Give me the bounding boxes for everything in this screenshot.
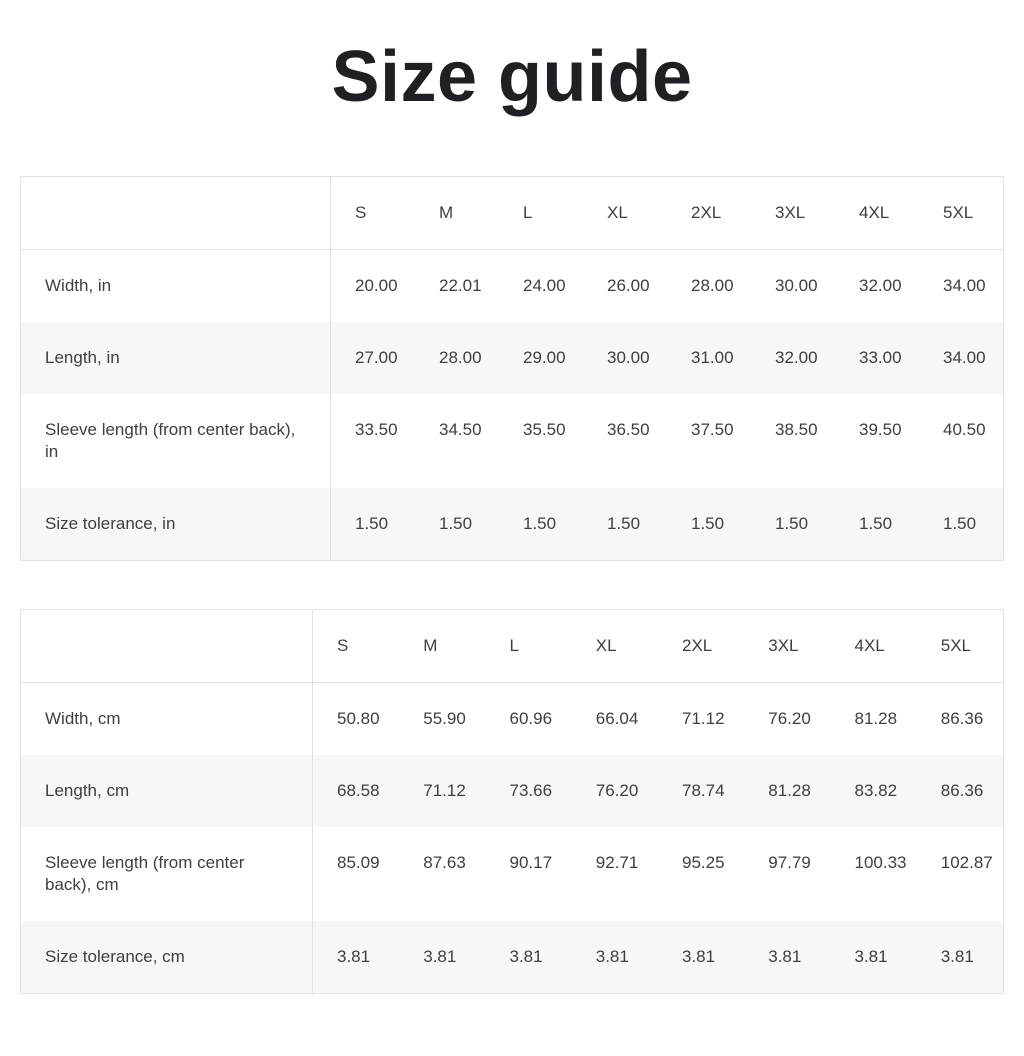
table-row-tolerance-in xyxy=(21,488,1003,560)
cell-value: 78.74 xyxy=(682,781,725,800)
cell-value: 1.50 xyxy=(523,514,557,533)
cell-value: 76.20 xyxy=(768,709,811,728)
column-header-5xl: 5XL xyxy=(917,610,1003,683)
cell-value: 102.87 xyxy=(940,853,993,872)
column-header-3xl: 3XL xyxy=(751,177,835,250)
row-label: Length, in xyxy=(21,322,331,394)
cell-value: 66.04 xyxy=(595,709,639,728)
row-label: Width, cm xyxy=(21,683,313,755)
cell-value: 22.01 xyxy=(439,276,482,295)
column-header-l: L xyxy=(486,610,572,683)
column-header-xl: XL xyxy=(572,610,658,683)
cell-value: 60.96 xyxy=(509,709,553,728)
cell-value: 39.50 xyxy=(859,420,902,439)
column-header-2xl: 2XL xyxy=(658,610,744,683)
cell-value: 28.00 xyxy=(439,348,482,367)
cell-value: 3.81 xyxy=(423,947,457,966)
cell-value: 24.00 xyxy=(523,276,566,295)
tables-container xyxy=(20,176,1004,994)
table-row-width-cm xyxy=(21,683,1003,755)
cell-value: 3.81 xyxy=(768,947,802,966)
cell-value: 1.50 xyxy=(355,514,389,533)
cell-value: 3.81 xyxy=(509,947,543,966)
corner-cell xyxy=(21,177,331,250)
column-header-5xl: 5XL xyxy=(919,177,1003,250)
size-guide-page xyxy=(0,32,1024,1056)
cell-value: 33.00 xyxy=(859,348,902,367)
cell-value: 30.00 xyxy=(607,348,650,367)
column-header-2xl: 2XL xyxy=(667,177,751,250)
cell-value: 20.00 xyxy=(355,276,398,295)
row-label: Sleeve length (from center back), cm xyxy=(21,827,313,921)
cell-value: 34.00 xyxy=(943,276,986,295)
cell-value: 32.00 xyxy=(775,348,818,367)
column-header-s: S xyxy=(331,177,415,250)
cell-value: 81.28 xyxy=(854,709,898,728)
cell-value: 1.50 xyxy=(439,514,473,533)
cell-value: 28.00 xyxy=(691,276,734,295)
cell-value: 85.09 xyxy=(337,853,380,872)
cell-value: 29.00 xyxy=(523,348,566,367)
cell-value: 3.81 xyxy=(940,947,974,966)
cell-value: 1.50 xyxy=(607,514,641,533)
header-row xyxy=(21,177,1003,250)
page-title: Size guide xyxy=(331,37,693,117)
cell-value: 40.50 xyxy=(943,420,986,439)
size-table-centimeters xyxy=(20,609,1004,994)
cell-value: 26.00 xyxy=(607,276,650,295)
cell-value: 55.90 xyxy=(423,709,466,728)
cell-value: 90.17 xyxy=(509,853,553,872)
column-header-m: M xyxy=(399,610,485,683)
cell-value: 27.00 xyxy=(355,348,398,367)
cell-value: 3.81 xyxy=(854,947,888,966)
cell-value: 1.50 xyxy=(691,514,725,533)
cell-value: 68.58 xyxy=(337,781,380,800)
row-label: Sleeve length (from center back), in xyxy=(21,394,331,488)
table-row-length-in xyxy=(21,322,1003,394)
cell-value: 71.12 xyxy=(423,781,466,800)
cell-value: 34.00 xyxy=(943,348,986,367)
cell-value: 71.12 xyxy=(682,709,725,728)
cell-value: 32.00 xyxy=(859,276,902,295)
cell-value: 37.50 xyxy=(691,420,734,439)
cell-value: 1.50 xyxy=(943,514,977,533)
cell-value: 95.25 xyxy=(682,853,725,872)
cell-value: 50.80 xyxy=(337,709,380,728)
cell-value: 81.28 xyxy=(768,781,811,800)
table-row-tolerance-cm xyxy=(21,921,1003,993)
table-row-sleeve-in xyxy=(21,394,1003,488)
column-header-xl: XL xyxy=(583,177,667,250)
cell-value: 1.50 xyxy=(775,514,809,533)
cell-value: 83.82 xyxy=(854,781,898,800)
cell-value: 92.71 xyxy=(595,853,639,872)
cell-value: 76.20 xyxy=(595,781,639,800)
row-label: Length, cm xyxy=(21,755,313,827)
cell-value: 73.66 xyxy=(509,781,553,800)
cell-value: 30.00 xyxy=(775,276,818,295)
cell-value: 38.50 xyxy=(775,420,818,439)
column-header-4xl: 4XL xyxy=(835,177,919,250)
cell-value: 33.50 xyxy=(355,420,398,439)
cell-value: 86.36 xyxy=(940,709,984,728)
column-header-4xl: 4XL xyxy=(831,610,917,683)
cell-value: 3.81 xyxy=(337,947,371,966)
row-label: Width, in xyxy=(21,250,331,322)
cell-value: 31.00 xyxy=(691,348,734,367)
cell-value: 97.79 xyxy=(768,853,811,872)
cell-value: 35.50 xyxy=(523,420,566,439)
cell-value: 3.81 xyxy=(595,947,629,966)
column-header-s: S xyxy=(313,610,399,683)
cell-value: 36.50 xyxy=(607,420,650,439)
table-row-sleeve-cm xyxy=(21,827,1003,921)
row-label: Size tolerance, cm xyxy=(21,921,313,993)
cell-value: 86.36 xyxy=(940,781,984,800)
header-row xyxy=(21,610,1003,683)
cell-value: 100.33 xyxy=(854,853,907,872)
column-header-m: M xyxy=(415,177,499,250)
cell-value: 87.63 xyxy=(423,853,466,872)
cell-value: 34.50 xyxy=(439,420,482,439)
column-header-l: L xyxy=(499,177,583,250)
column-header-3xl: 3XL xyxy=(744,610,830,683)
row-label: Size tolerance, in xyxy=(21,488,331,560)
corner-cell xyxy=(21,610,313,683)
size-table-inches xyxy=(20,176,1004,561)
table-row-length-cm xyxy=(21,755,1003,827)
cell-value: 3.81 xyxy=(682,947,716,966)
cell-value: 1.50 xyxy=(859,514,893,533)
table-row-width-in xyxy=(21,250,1003,322)
